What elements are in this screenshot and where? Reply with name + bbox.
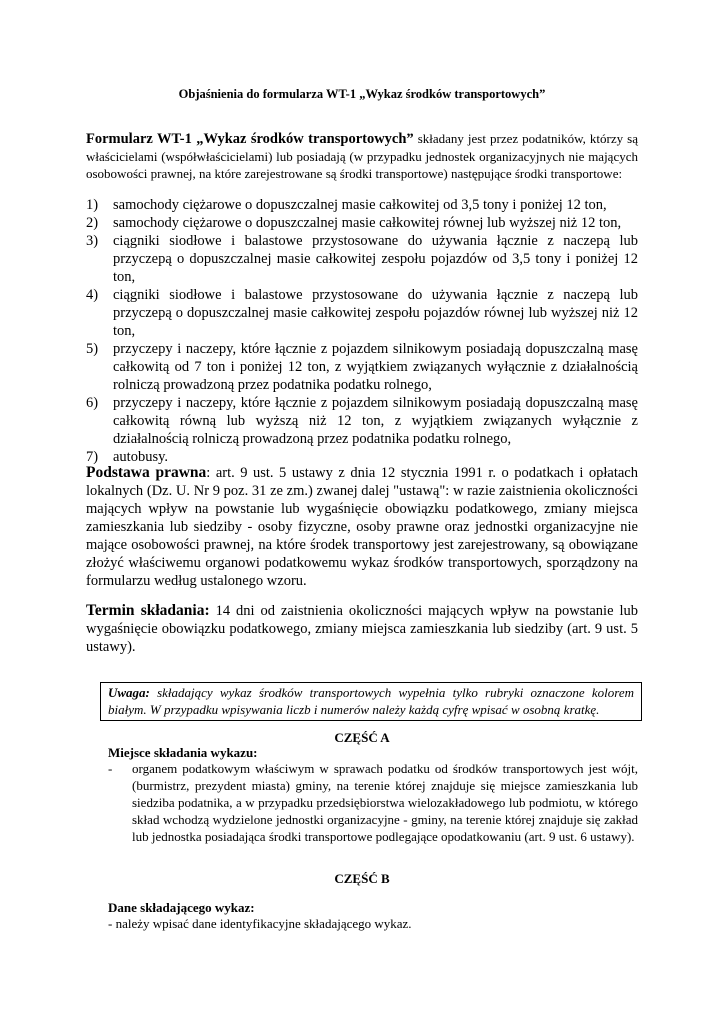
list-item-text: przyczepy i naczepy, które łącznie z pojazdem silnikowym posiadają dopuszczalną masę całkowitą od 7 ton i poniżej 12 ton, z wyjątkiem związanych wyłącznie z działalnością rolniczą prowadzoną przez podatnika podatku rolnego,: [113, 341, 638, 393]
note-label: Uwaga:: [108, 685, 150, 700]
list-item-text: autobusy.: [113, 449, 169, 465]
list-item-text: ciągniki siodłowe i balastowe przystosowane do używania łącznie z naczepą lub przyczepą o dopuszczalnej masie całkowitej zespołu pojazdów od 3,5 tony i poniżej 12 ton,: [113, 233, 638, 285]
list-item-number: 5): [86, 341, 99, 357]
list-item-number: 1): [86, 197, 99, 213]
list-item-number: 2): [86, 215, 99, 231]
part-a-text: organem podatkowym właściwym w sprawach podatku od środków transportowych jest wójt, (burmistrz, prezydent miasta) gminy, na terenie której znajduje się miejsce zamieszkania lub siedziba podatnika, a w przypadku przedsiębiorstwa wielozakładowego lub podmiotu, w którego skład wchodzą wydzielone jednostki organizacyjne - gminy, na terenie której znajduje się zakład lub jednostka posiadająca środki transportowe podlegające opodatkowaniu (art. 9 ust. 6 ustawy).: [132, 761, 638, 844]
list-item-number: 7): [86, 449, 99, 465]
list-item-text: ciągniki siodłowe i balastowe przystosowane do używania łącznie z naczepą lub przyczepą o dopuszczalnej masie całkowitej zespołu pojazdów równej lub wyższej niż 12 ton,: [113, 287, 638, 339]
intro-text: składany jest przez podatników, którzy są właścicielami (współwłaścicielami) lub posiadają (w przypadku jednostek organizacyjnych nie mających osobowości prawnej, na które zarejestrowane są środki transportowe) następujące środki transportowe:: [86, 131, 638, 181]
list-item: [86, 214, 638, 232]
part-b-text: - należy wpisać dane identyfikacyjne składającego wykaz.: [108, 916, 412, 931]
intro-paragraph: [86, 130, 638, 182]
deadline-paragraph: [86, 602, 638, 656]
part-a-paragraph: [108, 760, 638, 845]
list-item: [86, 340, 638, 394]
list-item-number: 6): [86, 395, 99, 411]
list-item-number: 4): [86, 287, 99, 303]
list-item: [86, 286, 638, 340]
list-item: [86, 196, 638, 214]
deadline-label: Termin składania:: [86, 602, 210, 619]
list-item-number: 3): [86, 233, 99, 249]
note-box: [100, 682, 642, 721]
list-item: [86, 232, 638, 286]
list-item-text: przyczepy i naczepy, które łącznie z pojazdem silnikowym posiadają dopuszczalną masę całkowitą równą lub wyższą niż 12 ton, z wyjątkiem związanych wyłącznie z działalnością rolniczą prowadzoną przez podatnika podatku rolnego,: [113, 395, 638, 447]
part-a-dash: -: [108, 761, 113, 776]
list-item-text: samochody ciężarowe o dopuszczalnej masie całkowitej od 3,5 tony i poniżej 12 ton,: [113, 197, 607, 213]
legal-basis-label: Podstawa prawna: [86, 464, 207, 481]
vehicle-type-list: [86, 196, 638, 466]
document-title: Objaśnienia do formularza WT-1 „Wykaz środków transportowych”: [178, 87, 546, 101]
legal-basis-paragraph: [86, 464, 638, 590]
part-b-title: CZĘŚĆ B: [334, 871, 390, 886]
part-a-title: CZĘŚĆ A: [334, 730, 390, 745]
part-a-label: Miejsce składania wykazu:: [108, 745, 258, 760]
list-item: [86, 394, 638, 448]
intro-lead: Formularz WT-1 „Wykaz środków transportowych”: [86, 131, 414, 147]
part-b-label: Dane składającego wykaz:: [108, 900, 255, 915]
deadline-text: 14 dni od zaistnienia okoliczności mających wpływ na powstanie lub wygaśnięcie obowiązku podatkowego, zmiany miejsca zamieszkania lub siedziby (art. 9 ust. 5 ustawy).: [86, 603, 639, 655]
legal-basis-text: : art. 9 ust. 5 ustawy z dnia 12 stycznia 1991 r. o podatkach i opłatach lokalnych (Dz. U. Nr 9 poz. 31 ze zm.) zwanej dalej "ustawą": w razie zaistnienia okoliczności mających wpływ na powstanie lub wygaśnięcie obowiązku podatkowego, zmiany miejsca zamieszkania lub siedziby - osoby fizyczne, osoby prawne oraz jednostki organizacyjne nie mające osobowości prawnej, na które środek transportowy jest zarejestrowany, są obowiązane złożyć właściwemu organowi podatkowemu wykaz środków transportowych, sporządzony na formularzu według ustalonego wzoru.: [86, 465, 638, 589]
list-item-text: samochody ciężarowe o dopuszczalnej masie całkowitej równej lub wyższej niż 12 ton,: [113, 215, 622, 231]
note-text: składający wykaz środków transportowych wypełnia tylko rubryki oznaczone kolorem białym. W przypadku wpisywania liczb i numerów należy każdą cyfrę wpisać w osobną kratkę.: [108, 685, 634, 717]
